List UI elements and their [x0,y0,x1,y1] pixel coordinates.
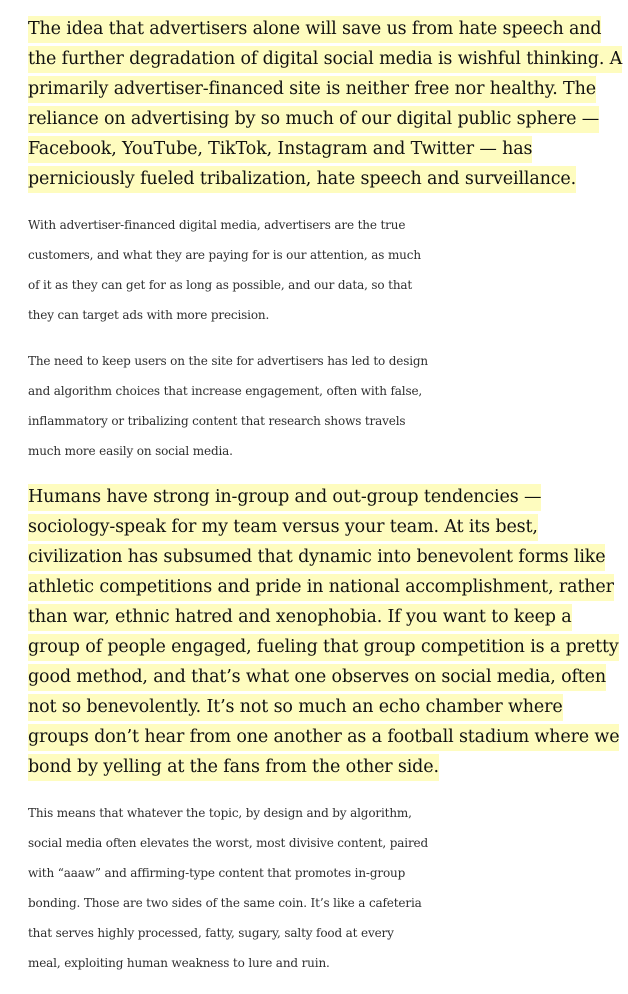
text-line: they can target ads with more precision. [28,308,270,322]
text-line [28,164,628,194]
text-line [28,752,628,782]
highlighted-text: perniciously fueled tribalization, hate speech and surveillance. [28,166,576,193]
highlighted-text: Facebook, YouTube, TikTok, Instagram and Twitter — has [28,136,532,163]
highlighted-paragraph [28,14,628,194]
text-line: This means that whatever the topic, by design and by algorithm, [28,806,412,820]
text-line: with “aaaw” and affirming-type content that promotes in-group [28,866,406,880]
text-line: bonding. Those are two sides of the same coin. It’s like a cafeteria [28,896,422,910]
body-paragraph [28,346,628,466]
highlighted-text: primarily advertiser-financed site is neither free nor healthy. The [28,76,596,103]
text-line [28,692,628,722]
text-line: customers, and what they are paying for is our attention, as much [28,248,421,262]
text-line [28,104,628,134]
text-line [28,572,628,602]
highlighted-text: athletic competitions and pride in national accomplishment, rather [28,574,614,601]
text-line [28,74,628,104]
article-body [28,14,628,994]
text-line [28,512,628,542]
text-line [28,722,628,752]
highlighted-text: civilization has subsumed that dynamic into benevolent forms like [28,544,605,571]
text-line [28,44,628,74]
text-line: With advertiser-financed digital media, advertisers are the true [28,218,406,232]
highlighted-text: group of people engaged, fueling that group competition is a pretty [28,634,619,661]
text-line [28,14,628,44]
highlighted-text: groups don’t hear from one another as a football stadium where we [28,724,619,751]
highlighted-text: reliance on advertising by so much of our digital public sphere — [28,106,599,133]
text-line [28,134,628,164]
text-line: that serves highly processed, fatty, sugary, salty food at every [28,926,394,940]
text-line [28,482,628,512]
text-line: social media often elevates the worst, most divisive content, paired [28,836,429,850]
text-line [28,632,628,662]
highlighted-text: than war, ethnic hatred and xenophobia. If you want to keep a [28,604,572,631]
text-line: inflammatory or tribalizing content that research shows travels [28,414,406,428]
text-line [28,602,628,632]
highlighted-text: bond by yelling at the fans from the other side. [28,754,439,781]
highlighted-text: good method, and that’s what one observes on social media, often [28,664,606,691]
text-line: of it as they can get for as long as possible, and our data, so that [28,278,413,292]
highlighted-text: not so benevolently. It’s not so much an echo chamber where [28,694,563,721]
highlighted-paragraph [28,482,628,782]
text-line: much more easily on social media. [28,444,233,458]
body-paragraph [28,210,628,330]
text-line: meal, exploiting human weakness to lure and ruin. [28,956,330,970]
text-line: and algorithm choices that increase engagement, often with false, [28,384,423,398]
highlighted-text: Humans have strong in-group and out-group tendencies — [28,484,541,511]
highlighted-text: sociology-speak for my team versus your team. At its best, [28,514,538,541]
body-paragraph [28,798,628,978]
text-line: The need to keep users on the site for advertisers has led to design [28,354,429,368]
highlighted-text: The idea that advertisers alone will save us from hate speech and [28,16,601,43]
highlighted-text: the further degradation of digital social media is wishful thinking. A [28,46,622,73]
text-line [28,542,628,572]
text-line [28,662,628,692]
